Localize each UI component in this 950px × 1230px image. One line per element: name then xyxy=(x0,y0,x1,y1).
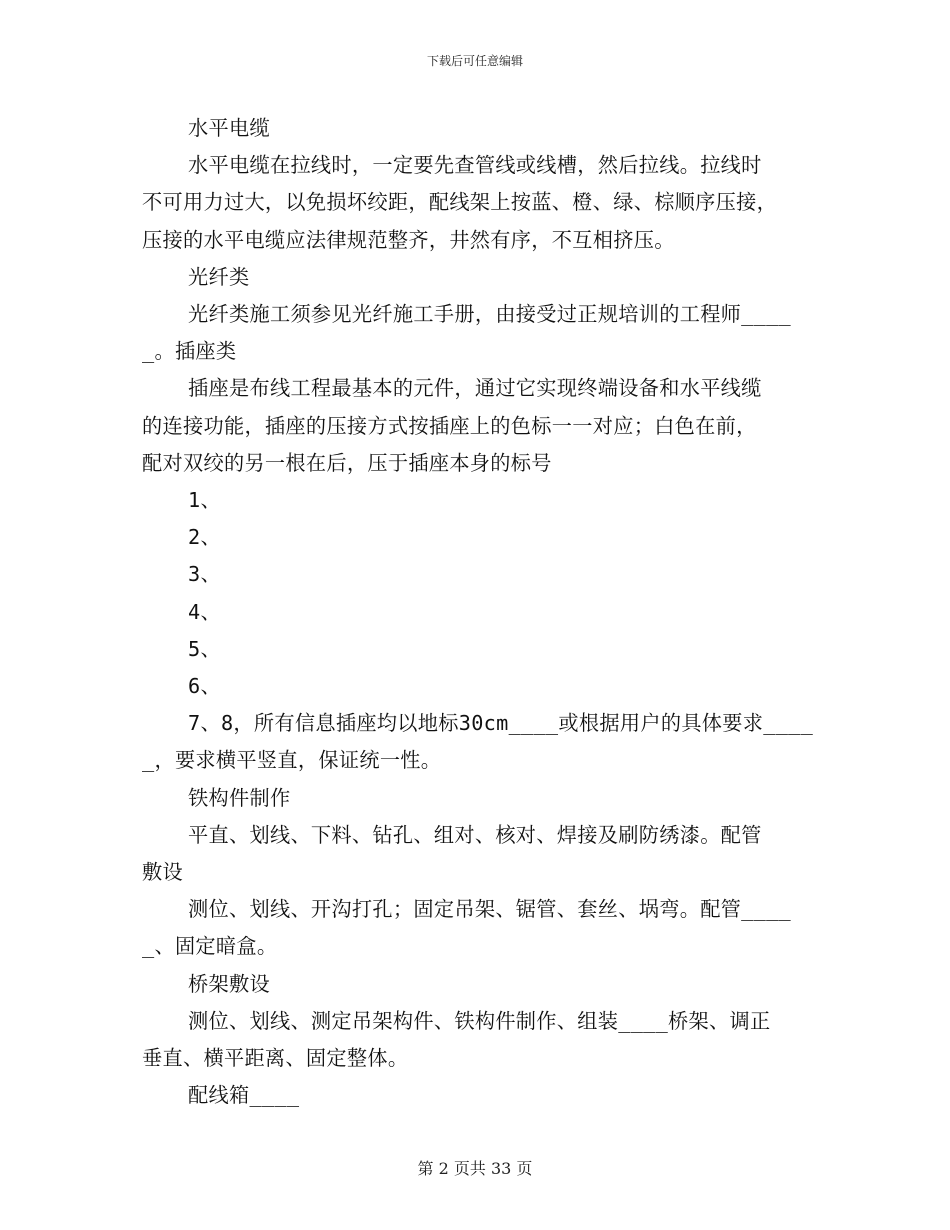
text-line: 3、 xyxy=(188,562,221,587)
text-line: 水平电缆在拉线时，一定要先查管线或线槽，然后拉线。拉线时 xyxy=(188,153,762,178)
text-line: 敷设 xyxy=(142,860,183,885)
text-line: 5、 xyxy=(188,636,221,661)
text-line: 水平电缆 xyxy=(188,116,270,140)
text-line: 插座是布线工程最基本的元件，通过它实现终端设备和水平线缆 xyxy=(188,376,762,401)
text-line: 测位、划线、开沟打孔；固定吊架、锯管、套丝、埚弯。配管____ xyxy=(188,897,791,922)
text-line: _，要求横平竖直，保证统一性。 xyxy=(142,748,442,773)
text-line: _。插座类 xyxy=(142,339,237,364)
text-line: 垂直、横平距离、固定整体。 xyxy=(142,1046,409,1071)
text-line: 铁构件制作 xyxy=(188,785,291,810)
text-line: 不可用力过大，以免损坏绞距，配线架上按蓝、橙、绿、棕顺序压接， xyxy=(142,190,778,215)
text-line: 配对双绞的另一根在后，压于插座本身的标号 xyxy=(142,450,552,475)
page-header: 下载后可任意编辑 xyxy=(426,54,523,68)
text-line: 7、8，所有信息插座均以地标30cm____或根据用户的具体要求____ xyxy=(188,711,814,736)
text-line: 平直、划线、下料、钻孔、组对、核对、焊接及刷防绣漆。配管 xyxy=(188,822,762,847)
document-body xyxy=(142,110,814,1114)
text-line: 2、 xyxy=(188,525,221,550)
text-line: 1、 xyxy=(188,488,221,513)
text-line: 桥架敷设 xyxy=(188,971,270,996)
text-line: _、固定暗盒。 xyxy=(142,934,278,959)
page-footer: 第 2 页共 33 页 xyxy=(417,1159,533,1178)
text-line: 压接的水平电缆应法律规范整齐，井然有序，不互相挤压。 xyxy=(142,227,675,252)
text-line: 4、 xyxy=(188,599,221,624)
text-line: 测位、划线、测定吊架构件、铁构件制作、组装____桥架、调正 xyxy=(188,1008,771,1033)
text-line: 6、 xyxy=(188,674,221,699)
text-line: 光纤类施工须参见光纤施工手册，由接受过正规培训的工程师____ xyxy=(188,302,791,327)
text-line: 配线箱____ xyxy=(188,1083,300,1108)
text-line: 的连接功能，插座的压接方式按插座上的色标一一对应；白色在前， xyxy=(142,413,757,438)
text-line: 光纤类 xyxy=(188,264,250,289)
